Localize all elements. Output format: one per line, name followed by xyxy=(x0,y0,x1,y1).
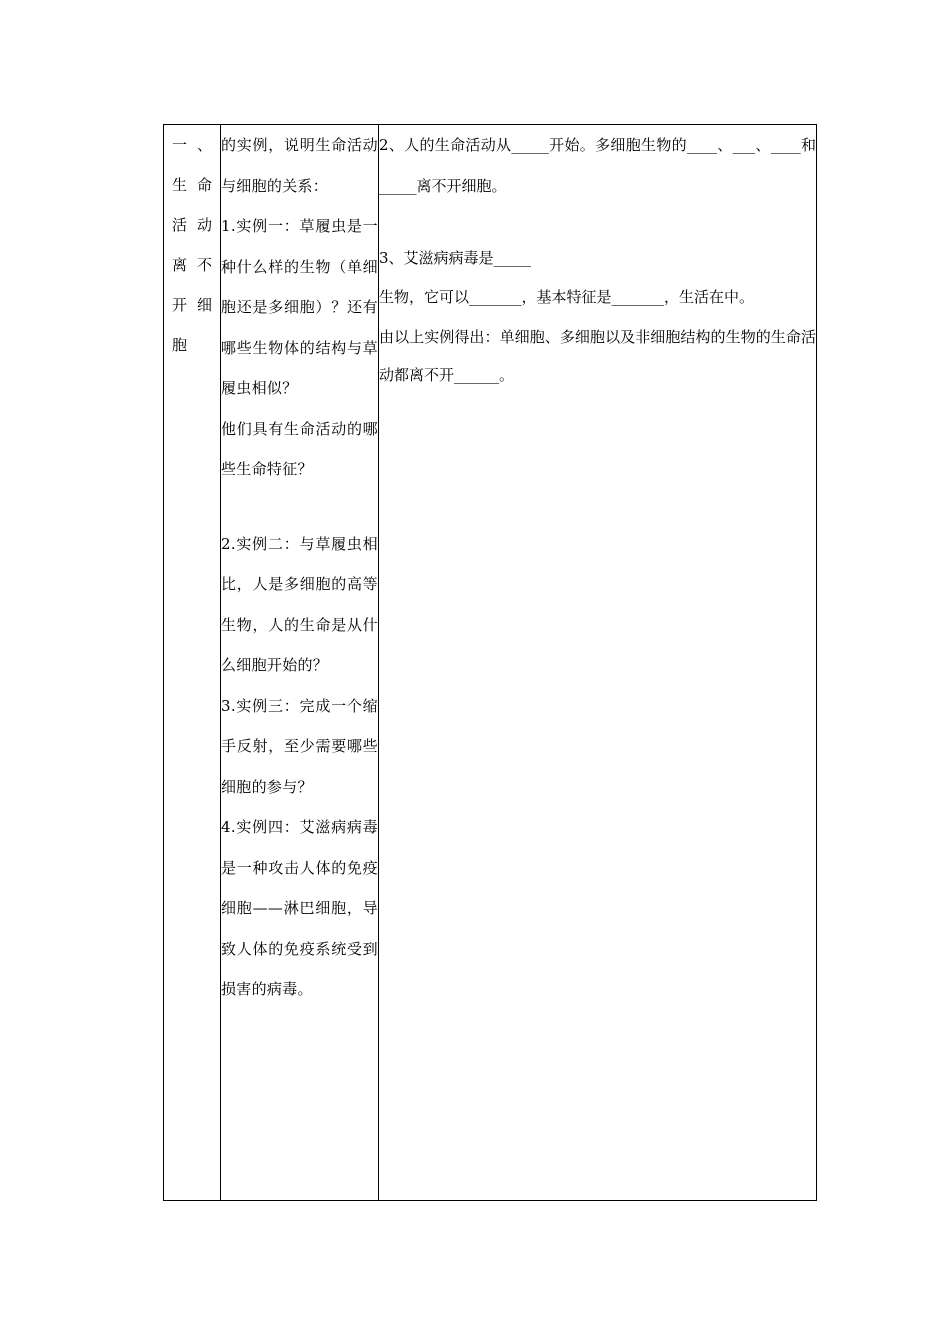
example-three: 3.实例三：完成一个缩手反射，至少需要哪些细胞的参与？ xyxy=(221,696,378,796)
section-heading-line: 胞 xyxy=(172,336,188,354)
question-three-title: 3、艾滋病病毒是_____ xyxy=(379,249,532,267)
example-one-followup: 他们具有生命活动的哪些生命特征？ xyxy=(221,419,378,478)
lesson-table xyxy=(163,124,817,1201)
section-heading-line: 一、 xyxy=(172,136,212,154)
example-two: 2.实例二：与草履虫相比，人是多细胞的高等生物，人的生命是从什么细胞开始的？ xyxy=(221,534,378,674)
example-four: 4.实例四：艾滋病病毒是一种攻击人体的免疫细胞——淋巴细胞，导致人体的免疫系统受到损害的病毒。 xyxy=(221,818,378,998)
question-three-body: 生物，它可以_______，基本特征是_______，生活在中。 xyxy=(379,288,755,306)
section-heading xyxy=(172,125,212,365)
paragraph-spacer xyxy=(379,207,816,239)
activity-cell xyxy=(221,125,379,1201)
question-two: 2、人的生命活动从_____开始。多细胞生物的____、___、____和_____离不开细胞。 xyxy=(379,136,816,195)
answer-cell xyxy=(379,125,817,1201)
section-heading-line: 活 动 xyxy=(172,216,212,234)
conclusion: 由以上实例得出：单细胞、多细胞以及非细胞结构的生物的生命活动都离不开______。 xyxy=(379,328,816,384)
section-heading-line: 生 命 xyxy=(172,176,212,194)
example-one: 1.实例一：草履虫是一种什么样的生物（单细胞还是多细胞）？还有哪些生物体的结构与草履虫相似？ xyxy=(221,217,378,397)
activity-intro: 的实例，说明生命活动与细胞的关系： xyxy=(221,136,378,195)
paragraph-spacer xyxy=(221,490,378,524)
section-heading-cell xyxy=(164,125,221,1201)
section-heading-line: 离 不 xyxy=(172,256,212,274)
section-heading-line: 开 细 xyxy=(172,296,212,314)
table-row xyxy=(164,125,817,1201)
